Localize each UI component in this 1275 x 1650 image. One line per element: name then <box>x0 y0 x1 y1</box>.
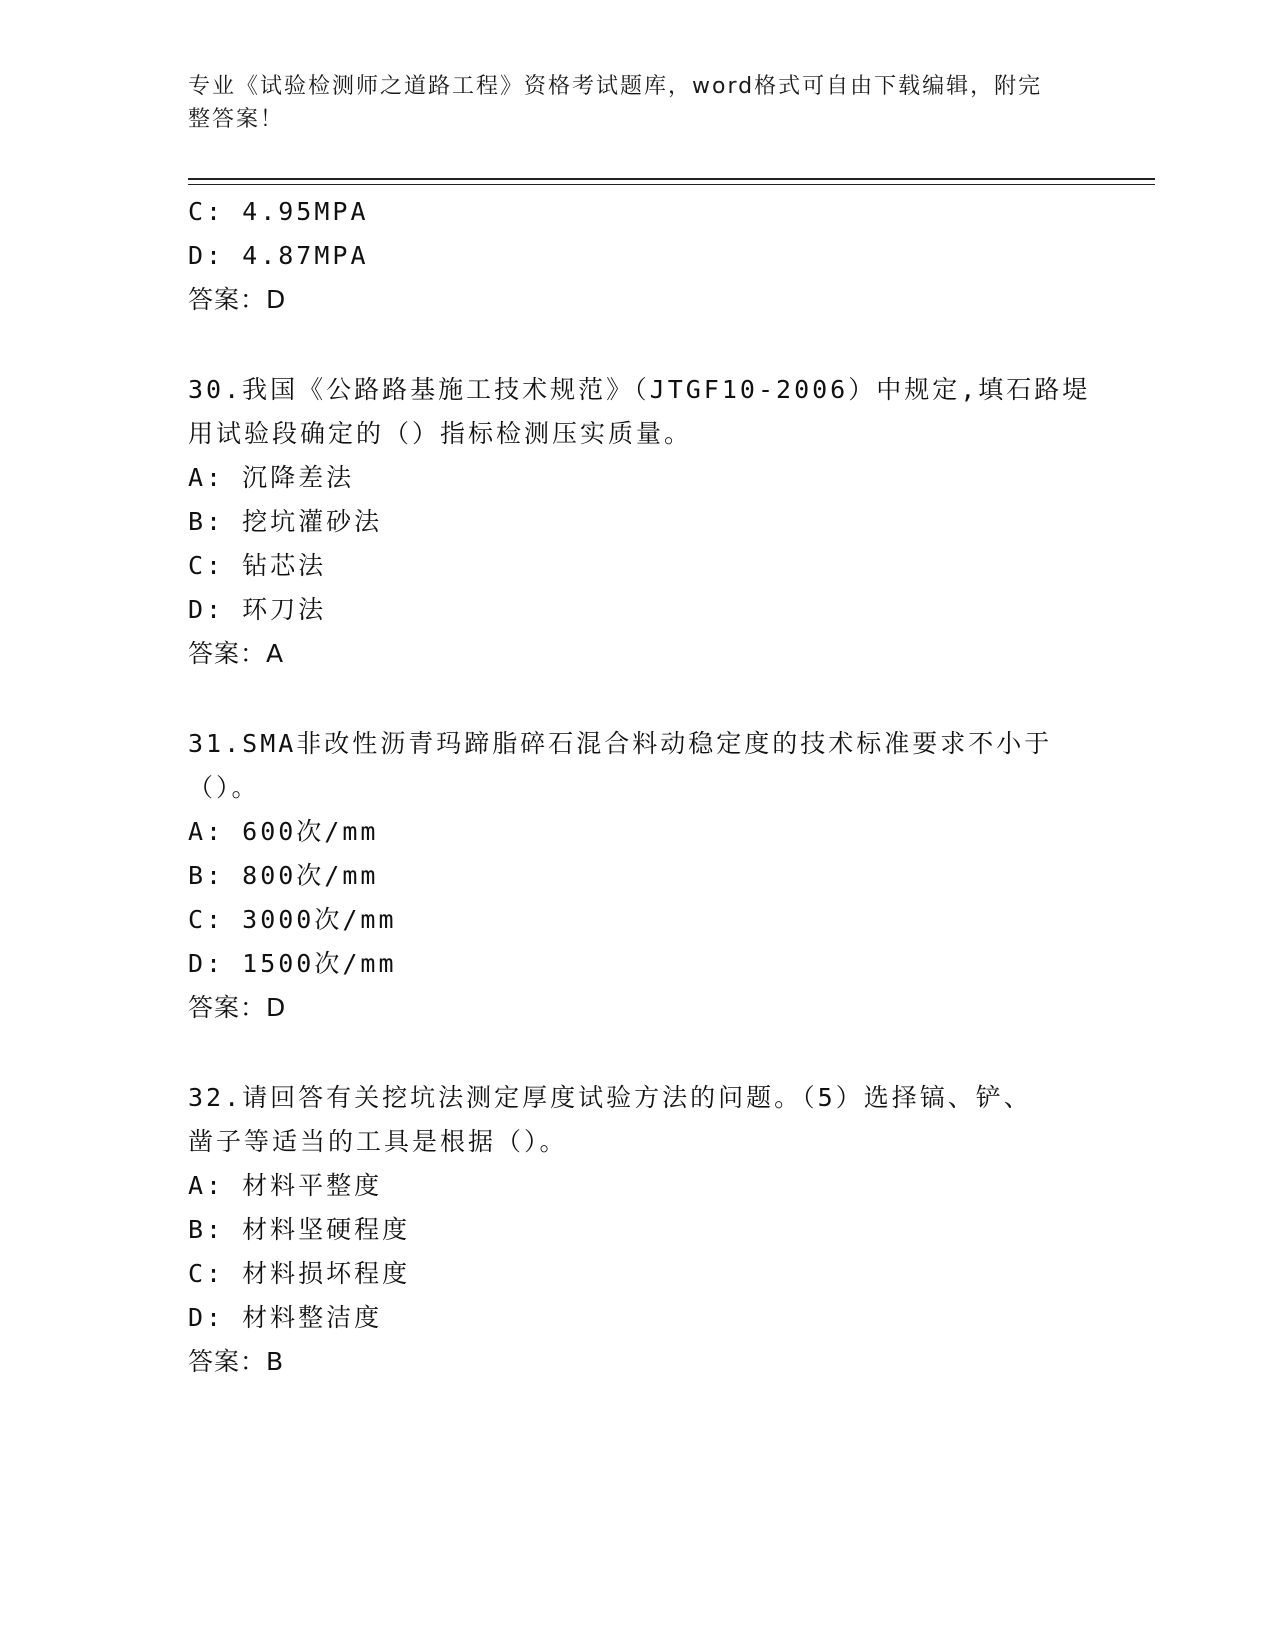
header-divider-thick <box>188 178 1155 180</box>
q31-option-a: A: 600次/mm <box>188 817 379 846</box>
q31-option-d: D: 1500次/mm <box>188 949 397 978</box>
header-divider-thin <box>188 184 1155 185</box>
q30-option-a: A: 沉降差法 <box>188 463 355 492</box>
q31-stem-line-1: 31.SMA非改性沥青玛蹄脂碎石混合料动稳定度的技术标准要求不小于 <box>188 729 1053 758</box>
q31-option-c: C: 3000次/mm <box>188 905 397 934</box>
q32-option-b: B: 材料坚硬程度 <box>188 1215 411 1244</box>
q31-option-b: B: 800次/mm <box>188 861 379 890</box>
q32-stem-line-2: 凿子等适当的工具是根据（）。 <box>188 1127 568 1156</box>
q29-answer: 答案：D <box>188 285 287 314</box>
q32-option-d: D: 材料整洁度 <box>188 1303 383 1332</box>
q32-option-c: C: 材料损坏程度 <box>188 1259 411 1288</box>
q30-option-b: B: 挖坑灌砂法 <box>188 507 383 536</box>
document-header <box>188 70 1068 136</box>
q32-answer: 答案：B <box>188 1347 285 1376</box>
header-line-1: 专业《试验检测师之道路工程》资格考试题库，word格式可自由下载编辑，附完 <box>188 74 1043 99</box>
q30-option-c: C: 钻芯法 <box>188 551 327 580</box>
q32-stem-line-1: 32.请回答有关挖坑法测定厚度试验方法的问题。（5）选择镐、铲、 <box>188 1083 1032 1112</box>
q30-stem-line-2: 用试验段确定的（）指标检测压实质量。 <box>188 419 693 448</box>
q30-stem-line-1: 30.我国《公路路基施工技术规范》（JTGF10-2006）中规定,填石路堤 <box>188 375 1091 404</box>
q31-stem-line-2: （）。 <box>188 773 260 802</box>
header-line-2: 整答案！ <box>188 107 285 132</box>
q31-answer: 答案：D <box>188 993 287 1022</box>
q29-option-d: D: 4.87MPA <box>188 241 369 270</box>
q30-option-d: D: 环刀法 <box>188 595 327 624</box>
q30-answer: 答案：A <box>188 639 285 668</box>
q32-option-a: A: 材料平整度 <box>188 1171 383 1200</box>
q29-option-c: C: 4.95MPA <box>188 197 369 226</box>
